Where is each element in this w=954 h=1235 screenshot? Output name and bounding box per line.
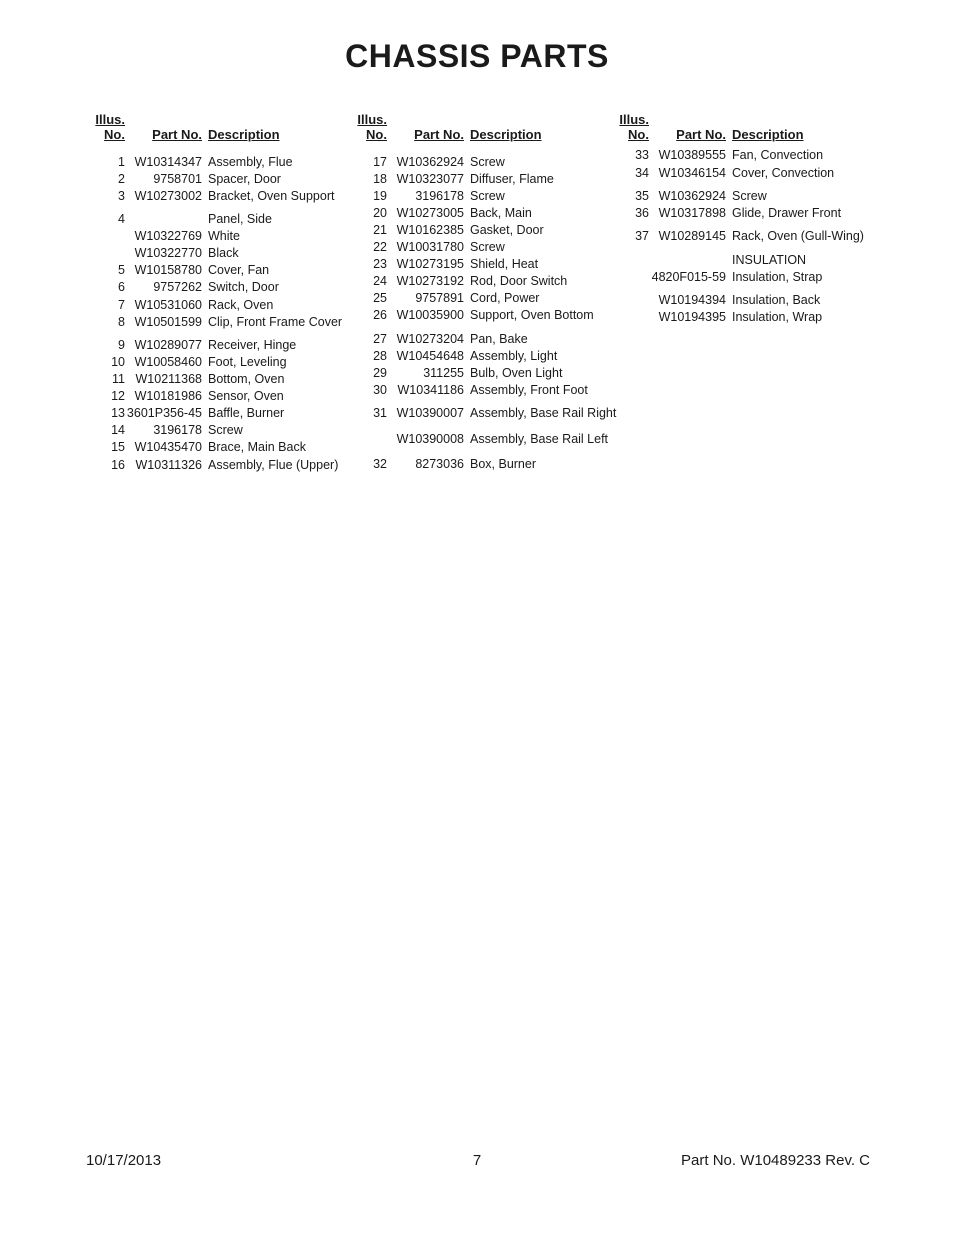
- illus-number: 9: [118, 338, 125, 352]
- column-header: [354, 110, 634, 146]
- illus-number: 15: [111, 440, 125, 454]
- no-header: No.: [366, 127, 387, 142]
- part-description: Support, Oven Bottom: [470, 308, 594, 322]
- part-description: Shield, Heat: [470, 257, 539, 271]
- part-description: Bracket, Oven Support: [208, 189, 335, 203]
- part-number: W10273002: [134, 189, 202, 203]
- table-row: [92, 440, 392, 456]
- table-row: [92, 246, 392, 262]
- part-description: Baffle, Burner: [208, 406, 285, 420]
- part-number: 9757262: [153, 280, 202, 294]
- part-number: W10289077: [134, 338, 202, 352]
- part-number: W10273005: [396, 206, 464, 220]
- illus-number: 37: [635, 229, 649, 243]
- table-row: [92, 389, 392, 405]
- part-description: Insulation, Wrap: [732, 310, 823, 324]
- illus-number: 24: [373, 274, 387, 288]
- table-row: [354, 308, 654, 324]
- illus-number: 35: [635, 189, 649, 203]
- part-number: 9758701: [153, 172, 202, 186]
- part-description: Screw: [732, 189, 767, 203]
- illus-header: Illus.: [95, 112, 125, 127]
- part-description: Cover, Fan: [208, 263, 270, 277]
- part-description: White: [208, 229, 240, 243]
- table-row: [92, 298, 392, 314]
- description-header: Description: [732, 127, 804, 142]
- table-row: [92, 458, 392, 474]
- illus-header: Illus.: [357, 112, 387, 127]
- part-description: Screw: [208, 423, 243, 437]
- footer-part-number: Part No. W10489233 Rev. C: [681, 1152, 870, 1169]
- illus-number: 33: [635, 148, 649, 162]
- table-row: [354, 291, 654, 307]
- table-row: [92, 338, 392, 354]
- table-row: [354, 383, 654, 399]
- part-description: Assembly, Flue (Upper): [208, 458, 339, 472]
- part-description: Glide, Drawer Front: [732, 206, 842, 220]
- table-row: [354, 406, 654, 422]
- illus-number: 31: [373, 406, 387, 420]
- illus-number: 8: [118, 315, 125, 329]
- table-row: [92, 423, 392, 439]
- part-number: 311255: [423, 366, 464, 380]
- illus-number: 28: [373, 349, 387, 363]
- part-description: Spacer, Door: [208, 172, 281, 186]
- table-row: [616, 206, 916, 222]
- part-number: W10531060: [134, 298, 202, 312]
- table-row: [92, 372, 392, 388]
- part-number: W10273204: [396, 332, 464, 346]
- illus-number: 2: [118, 172, 125, 186]
- part-description: Assembly, Front Foot: [470, 383, 588, 397]
- illus-number: 26: [373, 308, 387, 322]
- part-description: Rack, Oven (Gull-Wing): [732, 229, 864, 243]
- illus-number: 14: [111, 423, 125, 437]
- table-row: [92, 155, 392, 171]
- part-description: Foot, Leveling: [208, 355, 287, 369]
- table-row: [92, 189, 392, 205]
- table-row: [92, 355, 392, 371]
- part-description: Black: [208, 246, 239, 260]
- part-description: Box, Burner: [470, 457, 537, 471]
- illus-number: 20: [373, 206, 387, 220]
- part-description: Sensor, Oven: [208, 389, 284, 403]
- part-number: 3196178: [153, 423, 202, 437]
- table-row: [616, 293, 916, 309]
- part-description: Rack, Oven: [208, 298, 274, 312]
- part-description: Receiver, Hinge: [208, 338, 297, 352]
- part-description: Bulb, Oven Light: [470, 366, 563, 380]
- table-row: [92, 280, 392, 296]
- table-row: [92, 406, 392, 422]
- illus-number: 17: [373, 155, 387, 169]
- part-no-header: Part No.: [152, 127, 202, 142]
- part-description: Screw: [470, 189, 505, 203]
- part-description: Assembly, Base Rail Left: [470, 432, 609, 446]
- part-description: Rod, Door Switch: [470, 274, 568, 288]
- part-description: Fan, Convection: [732, 148, 824, 162]
- illus-number: 3: [118, 189, 125, 203]
- part-description: Back, Main: [470, 206, 532, 220]
- part-description: Screw: [470, 240, 505, 254]
- part-description: INSULATION: [732, 253, 807, 267]
- table-row: [354, 332, 654, 348]
- part-no-header: Part No.: [414, 127, 464, 142]
- table-row: [354, 257, 654, 273]
- illus-number: 5: [118, 263, 125, 277]
- no-header: No.: [628, 127, 649, 142]
- table-row: [92, 315, 392, 331]
- illus-number: 25: [373, 291, 387, 305]
- no-header: No.: [104, 127, 125, 142]
- part-number: 9757891: [415, 291, 464, 305]
- part-description: Assembly, Flue: [208, 155, 293, 169]
- table-row: [616, 189, 916, 205]
- illus-number: 18: [373, 172, 387, 186]
- part-description: Gasket, Door: [470, 223, 544, 237]
- table-row: [616, 166, 916, 182]
- part-number: W10322770: [134, 246, 202, 260]
- illus-number: 10: [111, 355, 125, 369]
- part-number: W10435470: [134, 440, 202, 454]
- table-row: [616, 310, 916, 326]
- table-row: [354, 274, 654, 290]
- table-row: [616, 229, 916, 245]
- part-description: Cover, Convection: [732, 166, 835, 180]
- part-number: W10211368: [135, 372, 202, 386]
- table-row: [354, 349, 654, 365]
- part-description: Pan, Bake: [470, 332, 528, 346]
- table-row: [354, 432, 654, 448]
- illus-number: 19: [373, 189, 387, 203]
- part-number: W10454648: [396, 349, 464, 363]
- part-description: Insulation, Strap: [732, 270, 823, 284]
- table-row: [354, 189, 654, 205]
- illus-number: 1: [118, 155, 125, 169]
- description-header: Description: [208, 127, 280, 142]
- part-description: Bottom, Oven: [208, 372, 285, 386]
- part-number: W10323077: [396, 172, 464, 186]
- illus-number: 22: [373, 240, 387, 254]
- illus-number: 30: [373, 383, 387, 397]
- table-row: [354, 155, 654, 171]
- part-description: Screw: [470, 155, 505, 169]
- illus-header: Illus.: [619, 112, 649, 127]
- footer-page-number: 7: [472, 1152, 482, 1169]
- part-description: Switch, Door: [208, 280, 279, 294]
- column-header: [92, 110, 372, 146]
- illus-number: 23: [373, 257, 387, 271]
- part-number: W10162385: [396, 223, 464, 237]
- part-number: W10289145: [658, 229, 726, 243]
- illus-number: 29: [373, 366, 387, 380]
- part-number: W10390007: [396, 406, 464, 420]
- table-row: [616, 148, 916, 164]
- part-number: W10362924: [396, 155, 464, 169]
- table-row: [616, 253, 916, 269]
- part-number: W10322769: [134, 229, 202, 243]
- table-row: [92, 172, 392, 188]
- part-number: W10311326: [135, 458, 202, 472]
- table-row: [354, 223, 654, 239]
- part-number: W10390008: [396, 432, 464, 446]
- table-row: [354, 366, 654, 382]
- table-row: [354, 206, 654, 222]
- part-number: W10058460: [134, 355, 202, 369]
- illus-number: 34: [635, 166, 649, 180]
- part-number: W10194395: [658, 310, 726, 324]
- part-number: 3196178: [415, 189, 464, 203]
- part-number: W10346154: [658, 166, 726, 180]
- part-number: 4820F015-59: [651, 270, 726, 284]
- part-number: W10501599: [134, 315, 202, 329]
- part-description: Brace, Main Back: [208, 440, 306, 454]
- table-row: [616, 270, 916, 286]
- part-no-header: Part No.: [676, 127, 726, 142]
- illus-number: 27: [373, 332, 387, 346]
- part-description: Assembly, Light: [470, 349, 558, 363]
- part-number: W10362924: [658, 189, 726, 203]
- part-number: W10031780: [396, 240, 464, 254]
- illus-number: 13: [111, 406, 125, 420]
- part-number: W10389555: [658, 148, 726, 162]
- part-description: Panel, Side: [208, 212, 272, 226]
- part-number: W10181986: [134, 389, 202, 403]
- part-number: W10273192: [396, 274, 464, 288]
- column-header: [616, 110, 896, 146]
- part-description: Cord, Power: [470, 291, 540, 305]
- table-row: [354, 240, 654, 256]
- illus-number: 32: [373, 457, 387, 471]
- table-row: [354, 172, 654, 188]
- illus-number: 4: [118, 212, 125, 226]
- part-number: W10194394: [658, 293, 726, 307]
- table-row: [92, 229, 392, 245]
- illus-number: 12: [111, 389, 125, 403]
- part-description: Assembly, Base Rail Right: [470, 406, 617, 420]
- part-number: 3601P356-45: [126, 406, 202, 420]
- illus-number: 36: [635, 206, 649, 220]
- table-row: [354, 457, 654, 473]
- table-row: [92, 263, 392, 279]
- page-title: CHASSIS PARTS: [345, 38, 609, 74]
- part-number: 8273036: [415, 457, 464, 471]
- part-number: W10314347: [134, 155, 202, 169]
- part-description: Clip, Front Frame Cover: [208, 315, 343, 329]
- part-description: Diffuser, Flame: [470, 172, 554, 186]
- part-number: W10158780: [134, 263, 202, 277]
- part-number: W10317898: [658, 206, 726, 220]
- table-row: [92, 212, 392, 228]
- illus-number: 21: [373, 223, 387, 237]
- footer-date: 10/17/2013: [86, 1152, 162, 1169]
- illus-number: 16: [111, 458, 125, 472]
- part-number: W10273195: [396, 257, 464, 271]
- description-header: Description: [470, 127, 542, 142]
- part-description: Insulation, Back: [732, 293, 821, 307]
- illus-number: 7: [118, 298, 125, 312]
- part-number: W10341186: [397, 383, 464, 397]
- illus-number: 6: [118, 280, 125, 294]
- part-number: W10035900: [396, 308, 464, 322]
- illus-number: 11: [112, 372, 125, 386]
